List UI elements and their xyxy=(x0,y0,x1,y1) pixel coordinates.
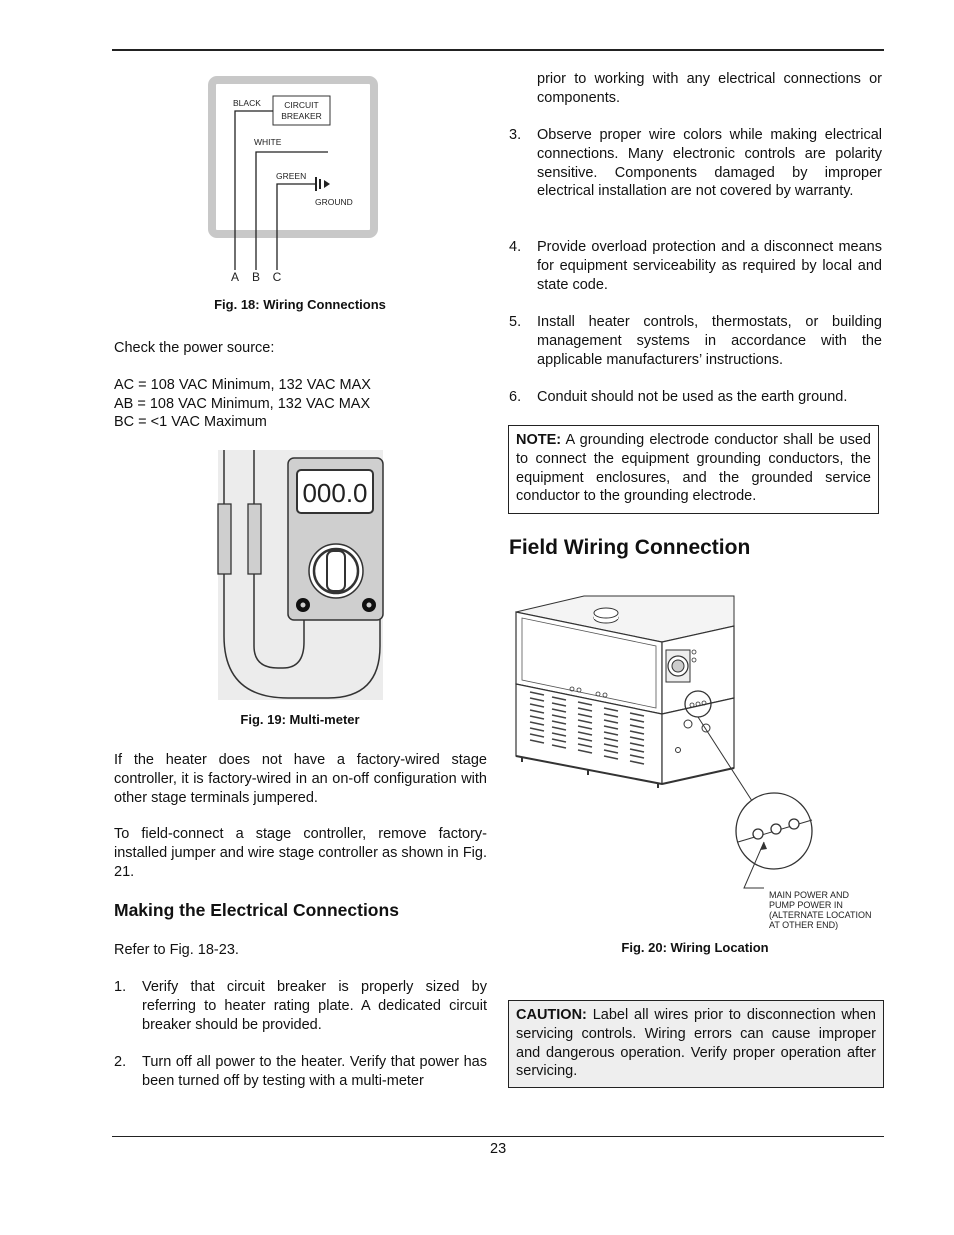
meter-jack-right-inner xyxy=(367,603,372,608)
note-text: A grounding electrode conductor shall be used to connect the equipment grounding conductors, the equipment enclosures, and the grounded service conductor to the grounding electrode. xyxy=(516,432,872,505)
magnified-knockout-1 xyxy=(753,829,763,839)
meter-display-value: 000.0 xyxy=(302,478,368,508)
bottom-rule xyxy=(112,1136,884,1137)
list-item-6 xyxy=(509,388,882,408)
list-item-1-text: Verify that circuit breaker is properly sized by referring to heater rating plate. A dedicated circuit breaker should be provided. xyxy=(142,979,487,1033)
making-connections-heading: Making the Electrical Connections xyxy=(114,900,399,920)
terminal-a-label: A xyxy=(230,270,240,284)
magnified-knockout-3 xyxy=(789,819,799,829)
list-item-1 xyxy=(114,978,487,1038)
list-item-5-number: 5. xyxy=(509,314,522,330)
meter-dial-knob xyxy=(327,551,345,591)
refer-text: Refer to Fig. 18-23. xyxy=(114,942,239,958)
list-item-2-number: 2. xyxy=(114,1054,127,1070)
caution-label: CAUTION: xyxy=(516,1007,587,1023)
circuit-breaker-label-1: CIRCUIT xyxy=(284,100,319,110)
circuit-breaker-label-2: BREAKER xyxy=(281,111,322,121)
fig19-multimeter-diagram xyxy=(208,446,388,706)
probe-1-body xyxy=(218,504,231,574)
callout-line-2: PUMP POWER IN xyxy=(769,900,843,910)
fig18-wiring-diagram xyxy=(200,72,400,290)
terminal-b-label: B xyxy=(251,270,261,284)
power-check-line-bc: BC = <1 VAC Maximum xyxy=(114,414,267,430)
list-item-6-text: Conduit should not be used as the earth ground. xyxy=(537,389,848,405)
field-wiring-heading: Field Wiring Connection xyxy=(509,536,751,559)
green-label: GREEN xyxy=(276,171,307,181)
caution-text: Label all wires prior to disconnection when servicing controls. Wiring errors can cause improper and dangerous operation. Verify proper operation after servicing. xyxy=(516,1007,876,1080)
list-item-2 xyxy=(114,1053,487,1093)
black-wire xyxy=(235,111,273,270)
list-item-4-number: 4. xyxy=(509,239,522,255)
flue-collar-top xyxy=(594,608,618,618)
list-item-2-text: Turn off all power to the heater. Verify that power has been turned off by testing with a multi-meter xyxy=(142,1054,487,1089)
caution-box xyxy=(508,1000,884,1088)
green-wire xyxy=(277,184,315,270)
top-rule xyxy=(112,49,884,51)
black-label: BLACK xyxy=(233,98,261,108)
list-item-5-text: Install heater controls, thermostats, or building management systems in accordance with the applicable manufacturers’ instructions. xyxy=(537,314,882,368)
power-check-line-ab: AB = 108 VAC Minimum, 132 VAC MAX xyxy=(114,396,371,412)
callout-line-4: AT OTHER END) xyxy=(769,920,839,930)
page-number: 23 xyxy=(490,1141,507,1157)
probe-2-body xyxy=(248,504,261,574)
terminal-c-label: C xyxy=(272,270,282,284)
list-item-4-text: Provide overload protection and a disconnect means for equipment serviceability as required by local and state code. xyxy=(537,239,882,293)
list-item-6-number: 6. xyxy=(509,389,522,405)
meter-jack-left-inner xyxy=(301,603,306,608)
fig18-caption: Fig. 18: Wiring Connections xyxy=(214,297,386,312)
list-item-3-text: Observe proper wire colors while making electrical connections. Many electronic controls are polarity sensitive. Components damaged by improper electrical installation are not covered by warranty. xyxy=(537,127,882,200)
white-wire xyxy=(256,152,328,270)
fig20-heater-diagram xyxy=(508,588,884,934)
list-item-5 xyxy=(509,313,882,371)
power-check-intro: Check the power source: xyxy=(114,340,275,356)
field-connect-paragraph: To field-connect a stage controller, remove factory-installed jumper and wire stage controller as shown in Fig. 21. xyxy=(114,826,487,880)
fig20-caption: Fig. 20: Wiring Location xyxy=(621,940,769,955)
note-box xyxy=(508,425,879,514)
ground-label: GROUND xyxy=(315,197,353,207)
list-item-3-number: 3. xyxy=(509,127,522,143)
inlet-port-hub xyxy=(672,660,684,672)
continuation-text: prior to working with any electrical connections or components. xyxy=(537,71,882,106)
list-item-3 xyxy=(509,126,882,222)
fig19-caption: Fig. 19: Multi-meter xyxy=(240,712,360,727)
callout-line-1: MAIN POWER AND xyxy=(769,890,850,900)
list-item-1-number: 1. xyxy=(114,979,127,995)
list-item-4 xyxy=(509,238,882,296)
power-check-line-ac: AC = 108 VAC Minimum, 132 VAC MAX xyxy=(114,377,371,393)
white-label: WHITE xyxy=(254,137,282,147)
note-label: NOTE: xyxy=(516,432,562,448)
magnified-knockout-2 xyxy=(771,824,781,834)
ground-arrow-icon xyxy=(324,180,330,188)
stage-controller-paragraph: If the heater does not have a factory-wired stage controller, it is factory-wired in an on-off configuration with other stage terminals jumpered. xyxy=(114,752,487,806)
callout-line-3: (ALTERNATE LOCATION xyxy=(769,910,872,920)
